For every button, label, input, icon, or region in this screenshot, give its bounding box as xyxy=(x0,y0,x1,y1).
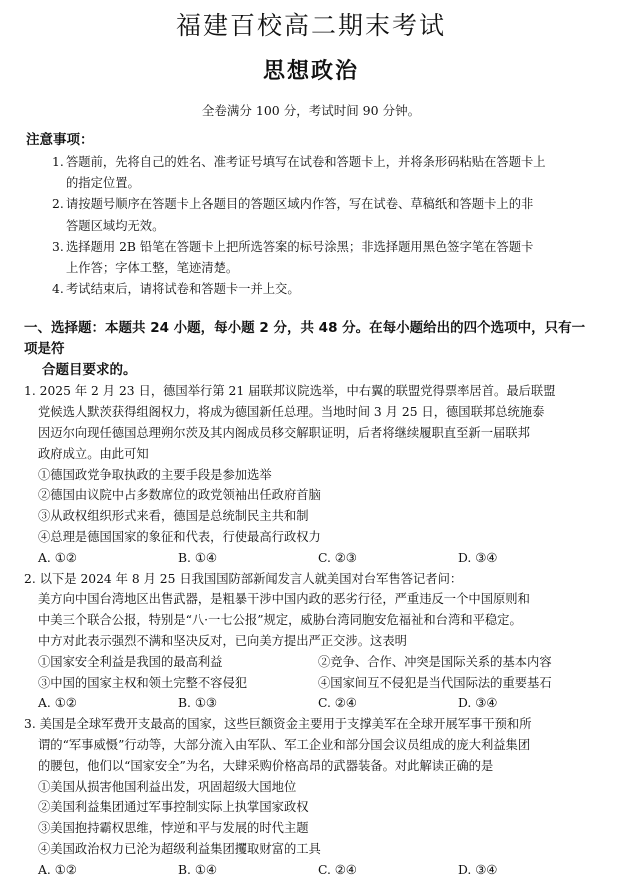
notice-item-continuation: 的指定位置。 xyxy=(66,176,140,191)
answer-choice-c: C. ②④ xyxy=(318,696,357,711)
option-grid xyxy=(24,652,598,694)
question-option: ④美国政治权力已沦为超级利益集团攫取财富的工具 xyxy=(38,841,321,856)
notice-item xyxy=(52,152,598,194)
question-option: ①德国政党争取执政的主要手段是参加选举 xyxy=(38,467,272,482)
question-stem-line: 因迈尔向现任德国总理朔尔茨及其内阁成员移交解职证明，后者将继续履职直至新一届联邦 xyxy=(38,426,530,441)
answer-choice-d: D. ③④ xyxy=(458,550,498,565)
notice-list xyxy=(52,152,598,300)
question-1 xyxy=(24,381,598,568)
question-option: ②德国由议院中占多数席位的政党领袖出任政府首脑 xyxy=(38,488,321,503)
notice-item xyxy=(52,279,598,300)
question-stem-line: 政府成立。由此可知 xyxy=(38,446,149,461)
question-option: ③美国抱持霸权思维，悖逆和平与发展的时代主题 xyxy=(38,821,309,836)
question-option: ②美国利益集团通过军事控制实际上执掌国家政权 xyxy=(38,800,309,815)
question-2 xyxy=(24,569,598,715)
answer-choice-b: B. ①③ xyxy=(178,696,217,711)
notice-item-number: 1. xyxy=(52,155,64,169)
question-option: ③中国的国家主权和领土完整不容侵犯 xyxy=(38,675,248,690)
question-stem-line: 1. 2025 年 2 月 23 日，德国举行第 21 届联邦议院选举，中右翼的联盟党得票率居首。最后联盟 xyxy=(24,384,556,399)
notice-item-text: 请按题号顺序在答题卡上各题目的答题区域内作答，写在试卷、草稿纸和答题卡上的非 xyxy=(66,197,534,212)
answer-choice-c: C. ②③ xyxy=(318,550,357,565)
exam-title: 福建百校高二期末考试 xyxy=(175,11,446,40)
question-stem-line: 谓的“军事威慑”行动等，大部分流入由军队、军工企业和部分国会议员组成的庞大利益集团 xyxy=(38,737,531,752)
notice-item xyxy=(52,194,598,236)
answer-choices xyxy=(24,860,598,881)
question-option: ④国家间互不侵犯是当代国际法的重要基石 xyxy=(318,675,552,690)
answer-choice-b: B. ①④ xyxy=(178,862,217,877)
notice-item-continuation: 答题区域均无效。 xyxy=(66,218,165,233)
section-heading-continuation: 合题目要求的。 xyxy=(42,362,137,379)
notice-item-text: 考试结束后，请将试卷和答题卡一并上交。 xyxy=(66,282,300,297)
question-stem-line: 党候选人默茨获得组阁权力，将成为德国新任总理。当地时间 3 月 25 日，德国联邦总统施泰 xyxy=(38,405,545,420)
notice-item-continuation: 上作答；字体工整，笔迹清楚。 xyxy=(66,261,239,276)
question-stem-line: 3. 美国是全球军费开支最高的国家，这些巨额资金主要用于支撑美军在全球开展军事干预和所 xyxy=(24,717,532,732)
question-option: ①美国从损害他国利益出发，巩固超级大国地位 xyxy=(38,779,297,794)
notice-item-number: 4. xyxy=(52,282,64,297)
exam-page xyxy=(0,10,620,891)
notice-item-text: 答题前，先将自己的姓名、准考证号填写在试卷和答题卡上，并将条形码粘贴在答题卡上 xyxy=(66,155,546,169)
answer-choice-d: D. ③④ xyxy=(458,862,498,877)
answer-choice-a: A. ①② xyxy=(38,550,77,565)
question-stem-line: 中美三个联合公报，特别是“八·一七公报”规定，威胁台湾同胞安危福祉和台湾和平稳定。 xyxy=(38,613,522,628)
notice-item-text: 选择题用 2B 铅笔在答题卡上把所选答案的标号涂黑；非选择题用黑色签字笔在答题卡 xyxy=(66,239,534,254)
question-stem-line: 美方向中国台湾地区出售武器，是粗暴干涉中国内政的恶劣行径，严重违反一个中国原则和 xyxy=(38,592,530,607)
answer-choice-d: D. ③④ xyxy=(458,696,498,711)
section-heading-line: 一、选择题：本题共 24 小题，每小题 2 分，共 48 分。在每小题给出的四个选项中，只有一项是符 xyxy=(24,320,586,358)
answer-choices xyxy=(24,693,598,714)
question-stem-line: 2. 以下是 2024 年 8 月 25 日我国国防部新闻发言人就美国对台军售答记者问： xyxy=(24,571,463,586)
question-stem-line: 中方对此表示强烈不满和坚决反对，已向美方提出严正交涉。这表明 xyxy=(38,633,407,648)
notice-item xyxy=(52,237,598,279)
question-option: ④总理是德国国家的象征和代表，行使最高行政权力 xyxy=(38,530,321,544)
subject-title: 思想政治 xyxy=(262,59,359,84)
notice-item-number: 3. xyxy=(52,239,64,254)
question-stem-line: 的腰包，他们以“国家安全”为名，大肆采购价格高昂的武器装备。对此解读正确的是 xyxy=(38,758,494,773)
notice-heading: 注意事项： xyxy=(26,132,94,148)
notice-item-number: 2. xyxy=(52,197,64,212)
answer-choice-b: B. ①④ xyxy=(178,550,217,565)
question-option: ①国家安全利益是我国的最高利益 xyxy=(38,654,223,669)
question-option: ③从政权组织形式来看，德国是总统制民主共和制 xyxy=(38,509,309,524)
answer-choice-a: A. ①② xyxy=(38,862,77,877)
answer-choice-c: C. ②④ xyxy=(318,862,357,877)
answer-choices xyxy=(24,548,598,569)
exam-meta: 全卷满分 100 分，考试时间 90 分钟。 xyxy=(201,103,421,118)
section-heading xyxy=(24,318,598,381)
question-option: ②竞争、合作、冲突是国际关系的基本内容 xyxy=(318,654,552,669)
question-3 xyxy=(24,714,598,880)
answer-choice-a: A. ①② xyxy=(38,696,77,711)
